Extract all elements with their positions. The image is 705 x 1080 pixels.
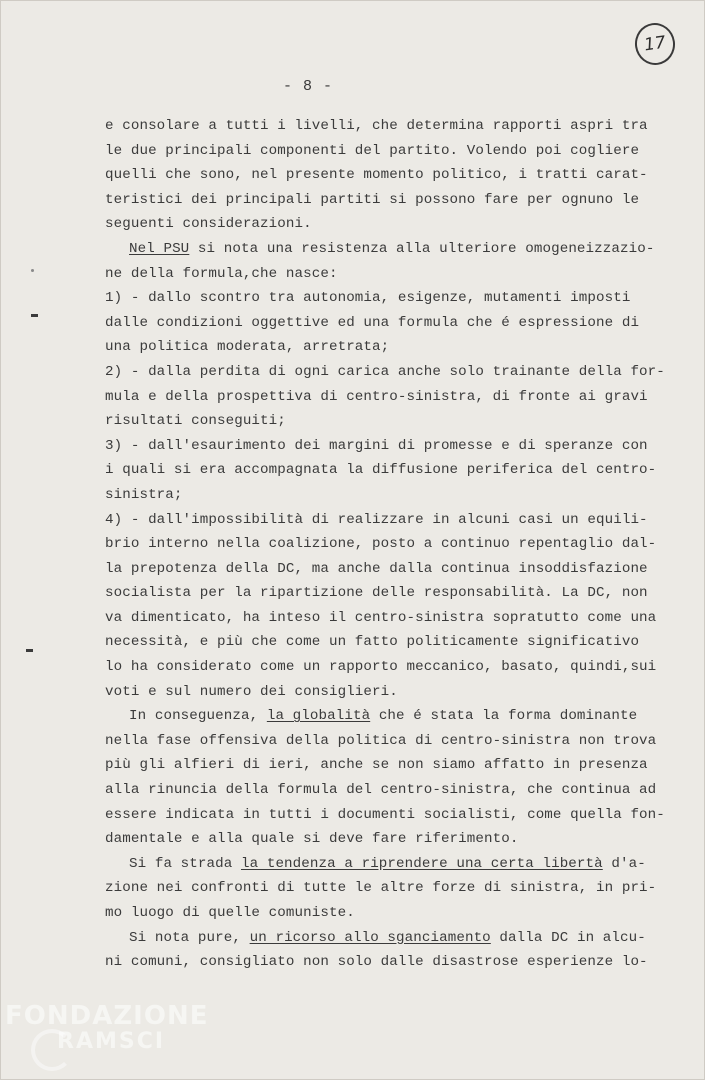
text-line: risultati conseguiti; — [105, 413, 286, 430]
text-line: zione nei confronti di tutte le altre forze di sinistra, in pri- — [105, 880, 657, 897]
underlined-phrase: la tendenza a riprendere una certa libertà — [240, 855, 603, 872]
list-item-line: 2) - dalla perdita di ogni carica anche solo trainante della for- — [105, 363, 665, 380]
text-line: i quali si era accompagnata la diffusione periferica del centro- — [105, 462, 657, 479]
margin-mark — [26, 649, 33, 652]
text-line: Si nota pure, un ricorso allo sganciamento dalla DC in alcu- — [129, 929, 646, 946]
text-line: voti e sul numero dei consiglieri. — [105, 683, 398, 700]
text-line: ni comuni, consigliato non solo dalle disastrose esperienze lo- — [105, 954, 648, 971]
text-line: In conseguenza, la globalità che é stata la forma dominante — [129, 708, 638, 725]
text-line: dalle condizioni oggettive ed una formula che é espressione di — [105, 314, 640, 331]
underlined-phrase: la globalità — [266, 708, 371, 725]
text-line: Si fa strada la tendenza a riprendere una certa libertà d'a- — [129, 855, 646, 872]
underlined-phrase: Nel PSU — [129, 240, 190, 257]
margin-dot — [31, 269, 34, 272]
list-item-line: 4) - dall'impossibilità di realizzare in alcuni casi un equili- — [105, 511, 648, 528]
watermark-line-2: RAMSCI — [57, 1029, 166, 1054]
text-line: mula e della prospettiva di centro-sinistra, di fronte ai gravi — [105, 388, 648, 405]
text-line: una politica moderata, arretrata; — [105, 339, 390, 356]
stamp-number: 17 — [642, 32, 668, 56]
text-line: ne della formula,che nasce: — [105, 265, 338, 282]
archive-page-stamp — [632, 20, 677, 67]
text-line: Nel PSU si nota una resistenza alla ulteriore omogeneizzazio- — [129, 240, 655, 257]
text-line: socialista per la ripartizione delle responsabilità. La DC, non — [105, 585, 648, 602]
text-line: essere indicata in tutti i documenti socialisti, come quella fon- — [105, 806, 665, 823]
list-item-line: 3) - dall'esaurimento dei margini di promesse e di speranze con — [105, 437, 648, 454]
text-line: va dimenticato, ha inteso il centro-sinistra sopratutto come una — [105, 609, 657, 626]
text-line: e consolare a tutti i livelli, che determina rapporti aspri tra — [105, 118, 648, 134]
margin-mark — [31, 314, 38, 317]
body-text — [105, 114, 665, 975]
text-line: sinistra; — [105, 486, 183, 503]
watermark-line-1: FONDAZIONE — [5, 1001, 209, 1031]
list-item-line: 1) - dallo scontro tra autonomia, esigenze, mutamenti imposti — [105, 290, 631, 307]
text-line: seguenti considerazioni. — [105, 216, 312, 233]
text-line: damentale e alla quale si deve fare riferimento. — [105, 831, 519, 848]
watermark — [5, 1003, 208, 1053]
text-line: più gli alfieri di ieri, anche se non siamo affatto in presenza — [105, 757, 648, 774]
text-line: la prepotenza della DC, ma anche dalla continua insoddisfazione — [105, 560, 648, 577]
text-line: necessità, e più che come un fatto politicamente significativo — [105, 634, 640, 651]
text-line: quelli che sono, nel presente momento politico, i tratti carat- — [105, 167, 648, 184]
page-number: - 8 - — [283, 78, 334, 95]
text-line: lo ha considerato come un rapporto meccanico, basato, quindi,sui — [105, 659, 657, 676]
underlined-phrase: un ricorso allo sganciamento — [249, 929, 491, 946]
text-line: teristici dei principali partiti si possono fare per ognuno le — [105, 191, 640, 208]
text-line: brio interno nella coalizione, posto a continuo repentaglio dal- — [105, 536, 657, 553]
text-line: nella fase offensiva della politica di centro-sinistra non trova — [105, 732, 657, 749]
text-line: mo luogo di quelle comuniste. — [105, 905, 355, 921]
text-line: le due principali componenti del partito. Volendo poi cogliere — [105, 142, 640, 159]
text-line: alla rinuncia della formula del centro-sinistra, che continua ad — [105, 782, 657, 799]
